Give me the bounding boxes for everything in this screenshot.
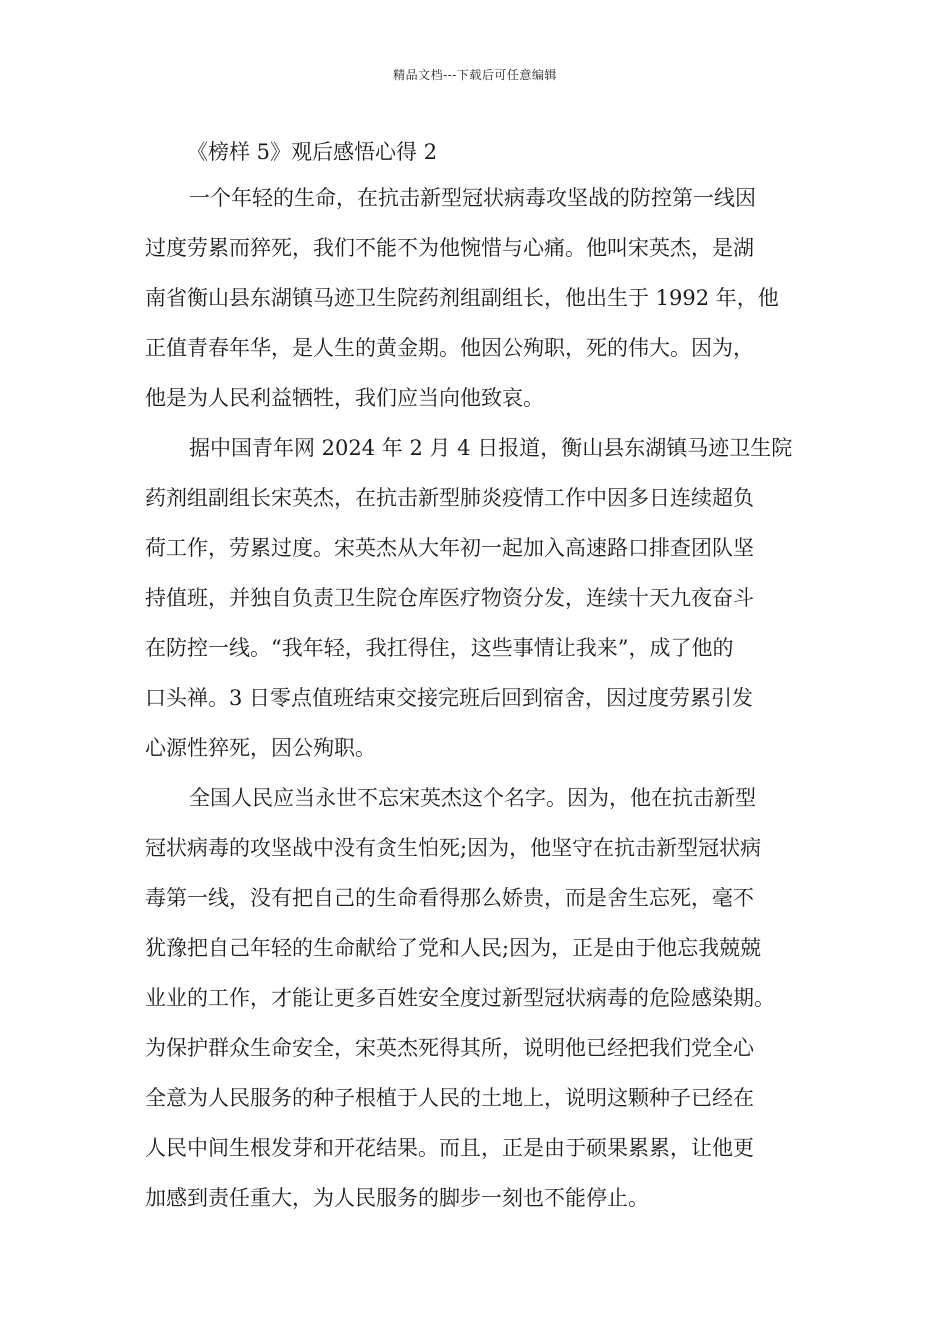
- text-line: 为保护群众生命安全，宋英杰死得其所，说明他已经把我们党全心: [145, 1036, 754, 1060]
- text-line: 过度劳累而猝死，我们不能不为他惋惜与心痛。他叫宋英杰，是湖: [145, 236, 754, 260]
- text-line: 持值班，并独自负责卫生院仓库医疗物资分发，连续十天九夜奋斗: [145, 586, 754, 610]
- text-line: 毒第一线，没有把自己的生命看得那么娇贵，而是舍生忘死，毫不: [145, 886, 754, 910]
- text-line: 全国人民应当永世不忘宋英杰这个名字。因为，他在抗击新型: [189, 786, 756, 810]
- text-line: 一个年轻的生命，在抗击新型冠状病毒攻坚战的防控第一线因: [189, 186, 756, 210]
- text-line: 加感到责任重大，为人民服务的脚步一刻也不能停止。: [145, 1186, 649, 1210]
- text-line: 全意为人民服务的种子根植于人民的土地上，说明这颗种子已经在: [145, 1086, 754, 1110]
- text-line: 口头禅。3 日零点值班结束交接完班后回到宿舍，因过度劳累引发: [145, 686, 754, 710]
- text-line: 南省衡山县东湖镇马迹卫生院药剂组副组长，他出生于 1992 年，他: [145, 286, 779, 310]
- header-note: 精品文档---下载后可任意编辑: [393, 68, 557, 82]
- text-line: 据中国青年网 2024 年 2 月 4 日报道，衡山县东湖镇马迹卫生院: [189, 436, 793, 460]
- text-line: 在防控一线。“我年轻，我扛得住，这些事情让我来”，成了他的: [145, 636, 734, 660]
- text-line: 药剂组副组长宋英杰，在抗击新型肺炎疫情工作中因多日连续超负: [145, 486, 754, 510]
- document-title: 《榜样 5》观后感悟心得 2: [187, 140, 438, 164]
- text-line: 业业的工作，才能让更多百姓安全度过新型冠状病毒的危险感染期。: [145, 986, 775, 1010]
- text-line: 正值青春年华，是人生的黄金期。他因公殉职，死的伟大。因为，: [145, 336, 754, 360]
- text-line: 心源性猝死，因公殉职。: [145, 736, 376, 760]
- text-line: 人民中间生根发芽和开花结果。而且，正是由于硕果累累，让他更: [145, 1136, 754, 1160]
- text-line: 冠状病毒的攻坚战中没有贪生怕死;因为，他坚守在抗击新型冠状病: [145, 836, 762, 860]
- text-line: 他是为人民利益牺牲，我们应当向他致哀。: [145, 386, 544, 410]
- text-line: 荷工作，劳累过度。宋英杰从大年初一起加入高速路口排查团队坚: [145, 536, 754, 560]
- text-line: 犹豫把自己年轻的生命献给了党和人民;因为，正是由于他忘我兢兢: [145, 936, 762, 960]
